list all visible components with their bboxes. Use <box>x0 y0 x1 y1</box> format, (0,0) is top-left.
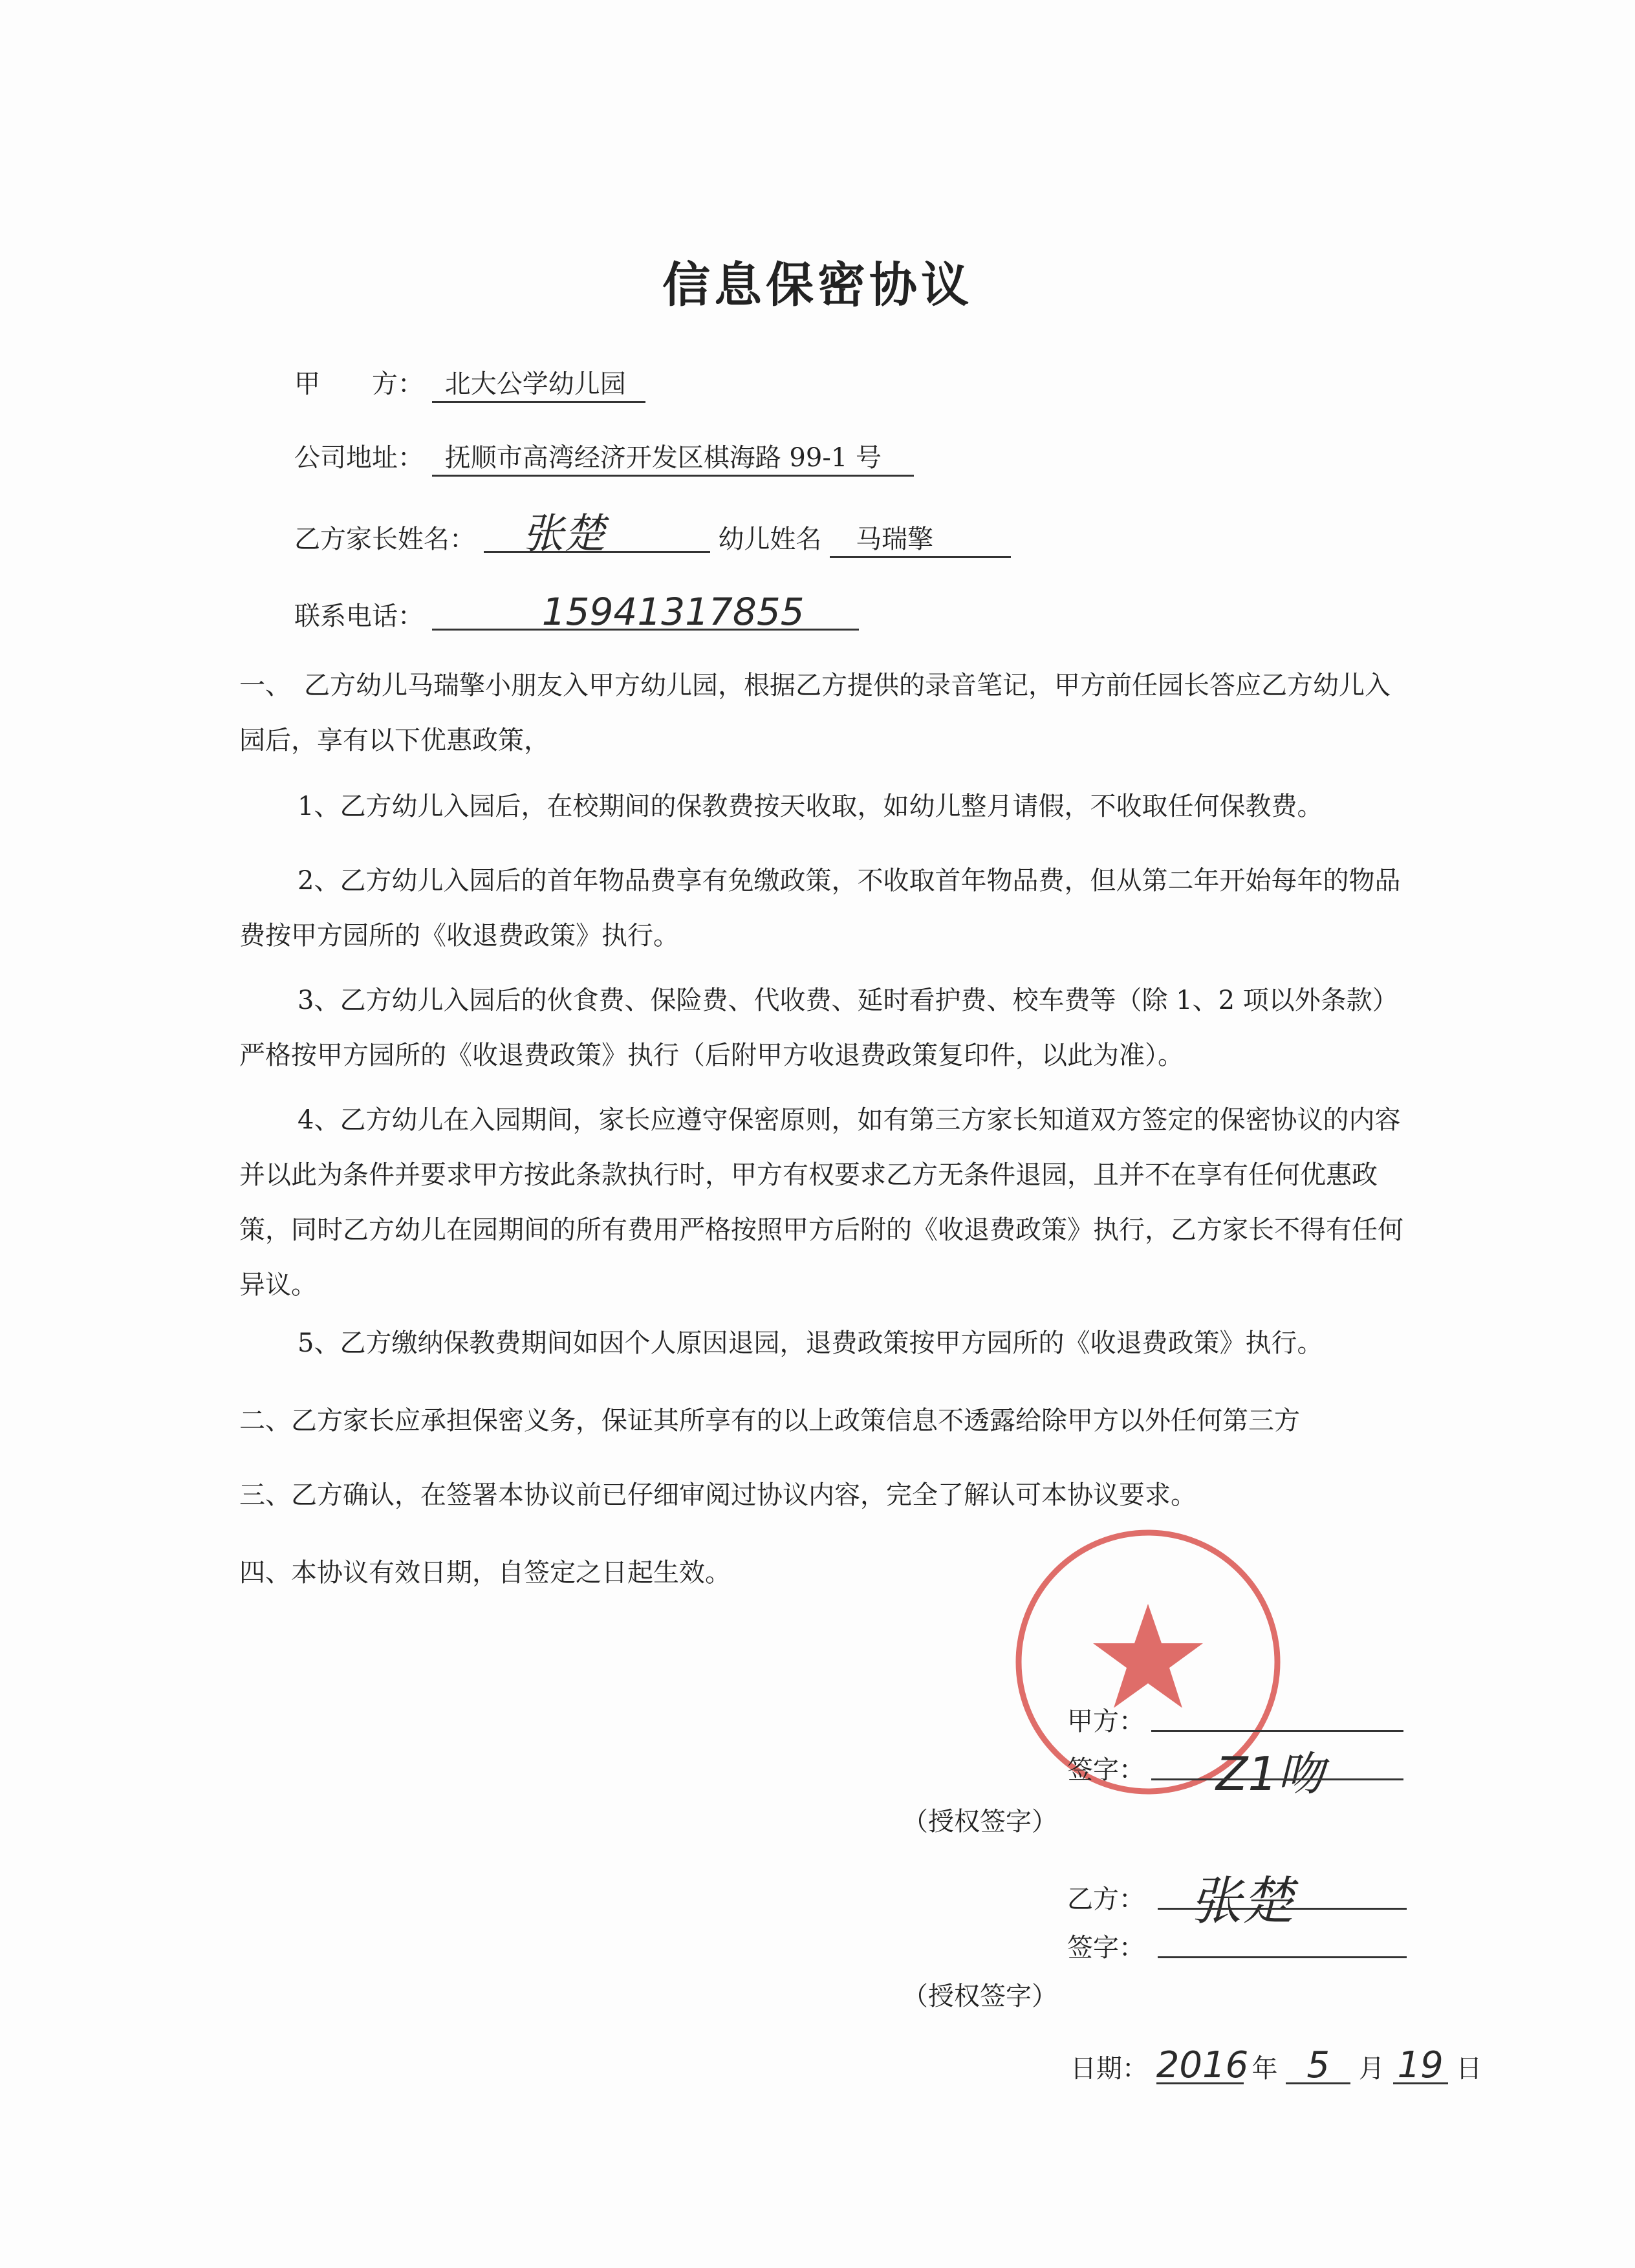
party-b-signature-label: 签字： <box>1067 1933 1145 1963</box>
party-a-value: 北大公学幼儿园 <box>432 367 645 403</box>
phone-label: 联系电话： <box>294 601 424 631</box>
day-handwritten: 19 <box>1393 2049 1448 2084</box>
party-a-line <box>1151 1730 1403 1732</box>
clause-four: 四、本协议有效日期，自签定之日起生效。 <box>239 1558 731 1588</box>
party-a-authorized: （授权签字） <box>902 1807 1057 1837</box>
month-handwritten: 5 <box>1286 2049 1350 2084</box>
parent-name-handwritten: 张楚 <box>484 517 710 553</box>
clause-item-5: 5、乙方缴纳保教费期间如因个人原因退园，退费政策按甲方园所的《收退费政策》执行。 <box>298 1328 1323 1358</box>
day-label: 日 <box>1456 2054 1482 2084</box>
phone-handwritten: 15941317855 <box>432 595 859 631</box>
child-name-label: 幼儿姓名 <box>718 524 822 554</box>
month-label: 月 <box>1358 2054 1385 2084</box>
party-a-label: 甲 方： <box>294 369 424 399</box>
clause-item-3: 3、乙方幼儿入园后的伙食费、保险费、代收费、延时看护费、校车费等（除 1、2 项以外条款）严格按甲方园所的《收退费政策》执行（后附甲方收退费政策复印件，以此为准）。 <box>239 986 1398 1070</box>
party-b-handwritten-signature: 张楚 <box>1190 1871 1294 1931</box>
party-a-sign-label: 甲方： <box>1067 1707 1145 1736</box>
date-label: 日期： <box>1070 2054 1148 2084</box>
clause-one-intro: 一、 乙方幼儿马瑞擎小朋友入甲方幼儿园，根据乙方提供的录音笔记，甲方前任园长答应乙方幼儿入园后，享有以下优惠政策， <box>239 671 1391 755</box>
clause-three: 三、乙方确认，在签署本协议前已仔细审阅过协议内容，完全了解认可本协议要求。 <box>239 1480 1196 1510</box>
document-title: 信息保密协议 <box>662 257 973 313</box>
party-b-authorized: （授权签字） <box>902 1982 1057 2011</box>
party-a-signature-line <box>1151 1778 1403 1780</box>
party-b-line <box>1158 1908 1407 1910</box>
parent-name-label: 乙方家长姓名： <box>294 524 475 554</box>
clause-item-2: 2、乙方幼儿入园后的首年物品费享有免缴政策，不收取首年物品费，但从第二年开始每年的物品费按甲方园所的《收退费政策》执行。 <box>239 866 1401 951</box>
clause-item-4: 4、乙方幼儿在入园期间，家长应遵守保密原则，如有第三方家长知道双方签定的保密协议的内容并以此为条件并要求甲方按此条款执行时，甲方有权要求乙方无条件退园，且并不在享有任何优惠政策，同时乙方幼儿在园期间的所有费用严格按照甲方后附的《收退费政策》执行，乙方家长不得有任何异议。 <box>239 1105 1403 1300</box>
year-handwritten: 2016 <box>1156 2044 1249 2086</box>
child-name-value: 马瑞擎 <box>830 523 1011 558</box>
party-a-row <box>294 367 645 403</box>
address-value: 抚顺市高湾经济开发区棋海路 99-1 号 <box>432 441 914 477</box>
clause-two: 二、乙方家长应承担保密义务，保证其所享有的以上政策信息不透露给除甲方以外任何第三方 <box>239 1406 1300 1436</box>
party-b-label: 乙方： <box>1067 1885 1145 1914</box>
phone-row <box>294 590 859 634</box>
party-b-signature-line <box>1158 1956 1407 1958</box>
party-a-signature-label: 签字： <box>1067 1755 1145 1785</box>
address-row <box>294 441 914 477</box>
clause-item-1: 1、乙方幼儿入园后，在校期间的保教费按天收取，如幼儿整月请假，不收取任何保教费。 <box>298 792 1323 821</box>
party-a-handwritten-signature: Z1吻 <box>1216 1747 1325 1801</box>
address-label: 公司地址： <box>294 443 424 473</box>
year-label: 年 <box>1251 2054 1278 2084</box>
parent-row <box>294 510 1011 558</box>
date-row <box>1070 2044 1482 2086</box>
